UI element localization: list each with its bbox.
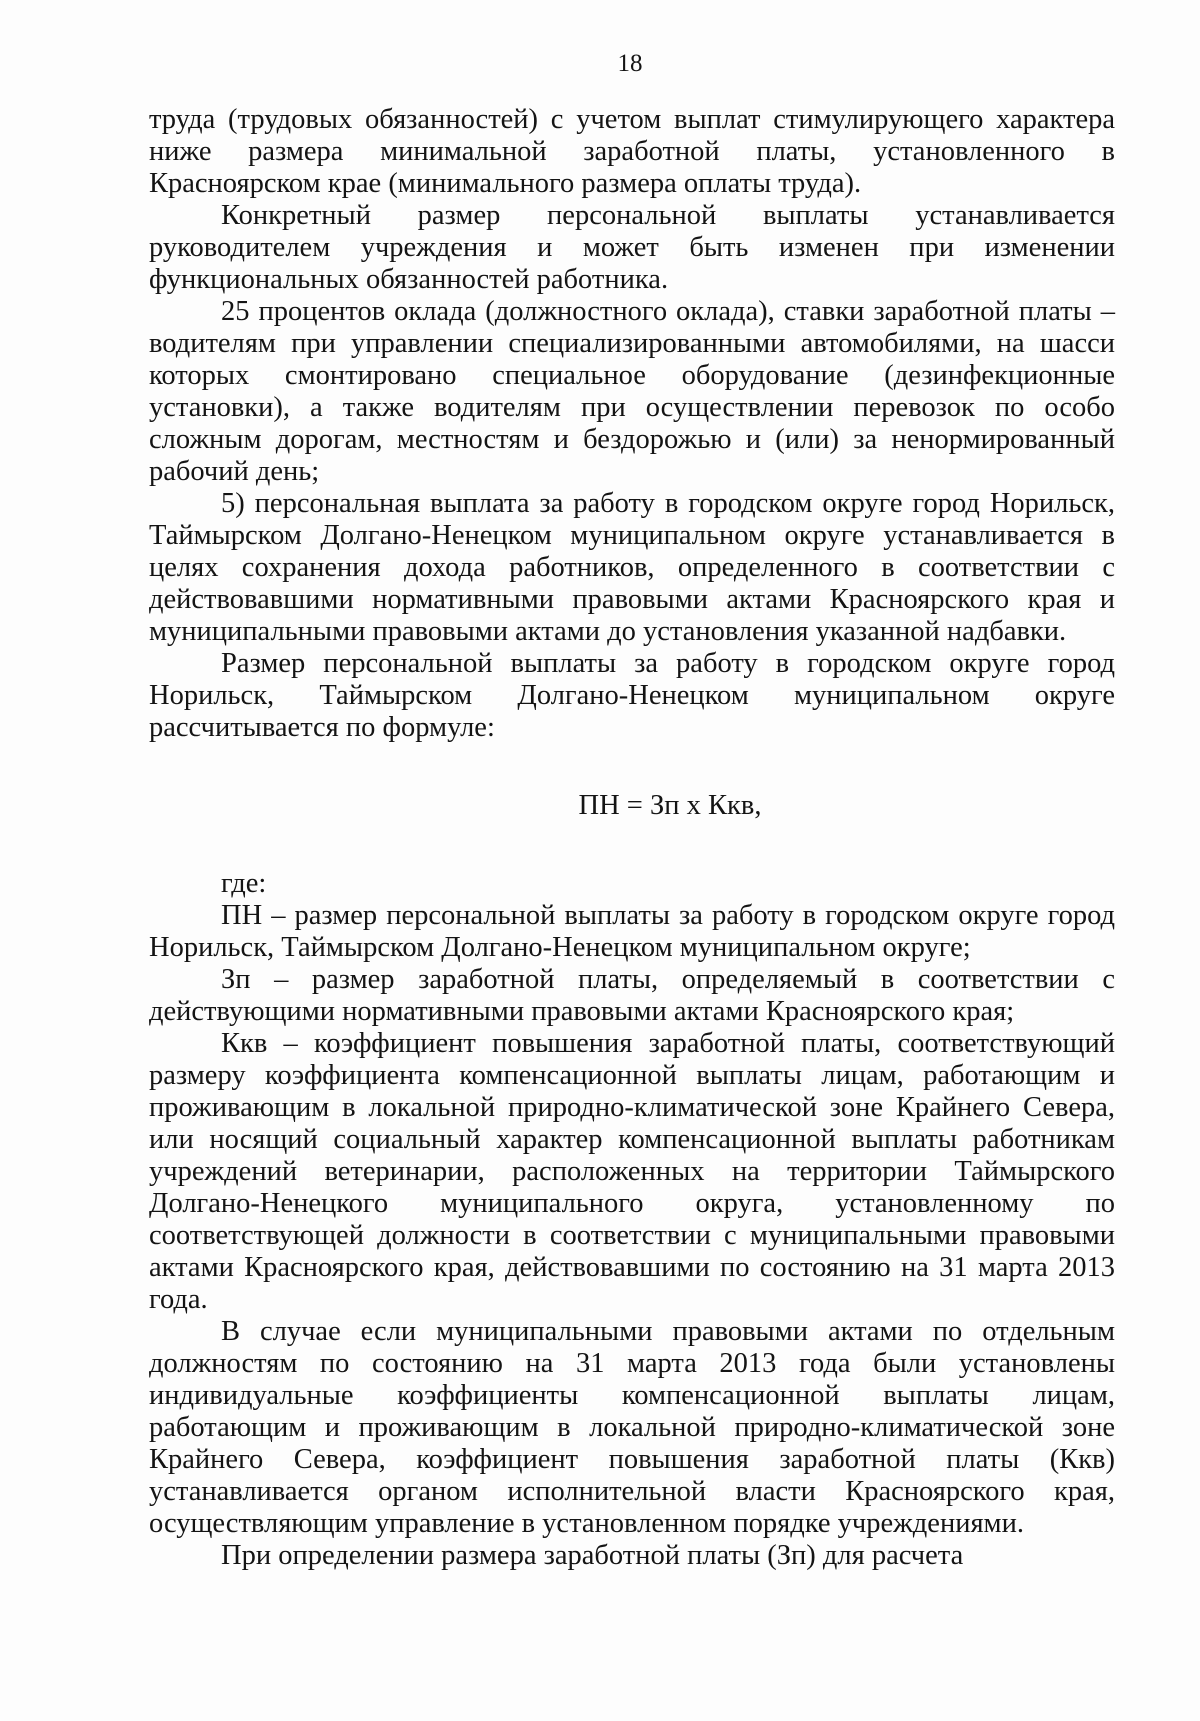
paragraph-where: где: <box>221 868 267 899</box>
paragraph-formula-intro: Размер персональной выплаты за работу в городском округе город Норильск, Таймырском Долгано-Ненецком муниципальном округе рассчитывается по формуле: <box>149 648 1115 743</box>
definition-pn: ПН – размер персональной выплаты за работу в городском округе город Норильск, Таймырском Долгано-Ненецком муниципальном округе; <box>149 900 1115 963</box>
paragraph-specific-amount: Конкретный размер персональной выплаты устанавливается руководителем учреждения и может быть изменен при изменении функциональных обязанностей работника. <box>149 200 1115 295</box>
formula: ПН = Зп х Ккв, <box>578 790 762 821</box>
definition-zp: Зп – размер заработной платы, определяемый в соответствии с действующими нормативными правовыми актами Красноярского края; <box>149 964 1115 1027</box>
document-body <box>149 104 1115 1572</box>
paragraph-salary-determination: При определении размера заработной платы (Зп) для расчета <box>221 1540 964 1571</box>
page-number: 18 <box>617 50 643 77</box>
paragraph-item-5-personal-payment: 5) персональная выплата за работу в городском округе город Норильск, Таймырском Долгано-Ненецком муниципальном округе устанавливается в целях сохранения дохода работников, определенного в соответствии с действовавшими нормативными правовыми актами Красноярского края и муниципальными правовыми актами до установления указанной надбавки. <box>149 488 1115 647</box>
paragraph-drivers-25-percent: 25 процентов оклада (должностного оклада), ставки заработной платы – водителям при управлении специализированными автомобилями, на шасси которых смонтировано специальное оборудование (дезинфекционные установки), а также водителям при осуществлении перевозок по особо сложным дорогам, местностям и бездорожью и (или) за ненормированный рабочий день; <box>149 296 1115 487</box>
paragraph-continuation: труда (трудовых обязанностей) с учетом выплат стимулирующего характера ниже размера минимальной заработной платы, установленного в Красноярском крае (минимального размера оплаты труда). <box>149 104 1115 199</box>
definition-kkv: Ккв – коэффициент повышения заработной платы, соответствующий размеру коэффициента компенсационной выплаты лицам, работающим и проживающим в локальной природно-климатической зоне Крайнего Севера, или носящий социальный характер компенсационной выплаты работникам учреждений ветеринарии, расположенных на территории Таймырского Долгано-Ненецкого муниципального округа, установленному по соответствующей должности в соответствии с муниципальными правовыми актами Красноярского края, действовавшими по состоянию на 31 марта 2013 года. <box>149 1028 1115 1315</box>
paragraph-individual-coefficients: В случае если муниципальными правовыми актами по отдельным должностям по состоянию на 31 марта 2013 года были установлены индивидуальные коэффициенты компенсационной выплаты лицам, работающим и проживающим в локальной природно-климатической зоне Крайнего Севера, коэффициент повышения заработной платы (Ккв) устанавливается органом исполнительной власти Красноярского края, осуществляющим управление в установленном порядке учреждениями. <box>149 1316 1115 1539</box>
